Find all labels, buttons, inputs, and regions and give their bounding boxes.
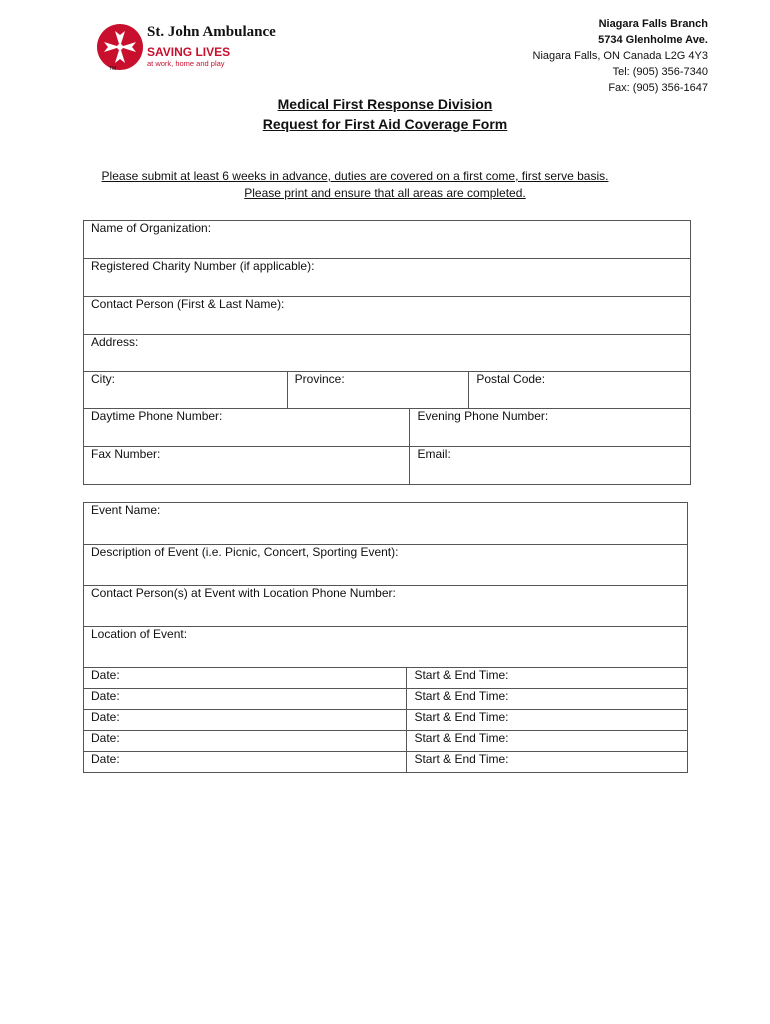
maltese-cross-icon (95, 22, 145, 72)
start-end-time-field[interactable]: Start & End Time: (407, 710, 688, 731)
branch-address (533, 16, 708, 96)
date-field[interactable]: Date: (84, 668, 407, 689)
event-contact-field[interactable]: Contact Person(s) at Event with Location Phone Number: (84, 586, 688, 627)
event-name-field[interactable]: Event Name: (84, 503, 688, 545)
address-field[interactable]: Address: (84, 335, 691, 372)
start-end-time-field[interactable]: Start & End Time: (407, 731, 688, 752)
instruction-line-2: Please print and ensure that all areas are completed. (244, 186, 526, 200)
contact-person-field[interactable]: Contact Person (First & Last Name): (84, 297, 691, 335)
daytime-phone-field[interactable]: Daytime Phone Number: (84, 409, 410, 447)
date-field[interactable]: Date: (84, 731, 407, 752)
organization-form (83, 220, 691, 485)
branch-name: Niagara Falls Branch (598, 18, 708, 30)
date-field[interactable]: Date: (84, 752, 407, 773)
sja-logo (95, 22, 285, 74)
branch-tel: Tel: (905) 356-7340 (612, 66, 708, 78)
logo-tagline: at work, home and play (147, 59, 225, 68)
date-field[interactable]: Date: (84, 689, 407, 710)
postal-code-field[interactable]: Postal Code: (469, 372, 691, 409)
start-end-time-field[interactable]: Start & End Time: (407, 689, 688, 710)
trademark-mark: TM (109, 66, 117, 72)
logo-slogan: SAVING LIVES (147, 45, 231, 59)
branch-street: 5734 Glenholme Ave. (598, 34, 708, 46)
date-field[interactable]: Date: (84, 710, 407, 731)
fax-number-field[interactable]: Fax Number: (84, 447, 410, 485)
email-field[interactable]: Email: (410, 447, 691, 485)
instruction-line-1: Please submit at least 6 weeks in advance, duties are covered on a first come, first serve basis. (101, 169, 609, 183)
division-title: Medical First Response Division (277, 96, 493, 112)
branch-fax: Fax: (905) 356-1647 (608, 82, 708, 94)
start-end-time-field[interactable]: Start & End Time: (407, 668, 688, 689)
event-description-field[interactable]: Description of Event (i.e. Picnic, Concert, Sporting Event): (84, 545, 688, 586)
form-title: Request for First Aid Coverage Form (262, 116, 508, 132)
logo-name: St. John Ambulance (147, 24, 276, 40)
event-form (83, 502, 688, 773)
city-field[interactable]: City: (84, 372, 288, 409)
start-end-time-field[interactable]: Start & End Time: (407, 752, 688, 773)
event-location-field[interactable]: Location of Event: (84, 627, 688, 668)
branch-city: Niagara Falls, ON Canada L2G 4Y3 (532, 50, 708, 62)
evening-phone-field[interactable]: Evening Phone Number: (410, 409, 691, 447)
province-field[interactable]: Province: (287, 372, 469, 409)
organization-name-field[interactable]: Name of Organization: (84, 221, 691, 259)
charity-number-field[interactable]: Registered Charity Number (if applicable): (84, 259, 691, 297)
